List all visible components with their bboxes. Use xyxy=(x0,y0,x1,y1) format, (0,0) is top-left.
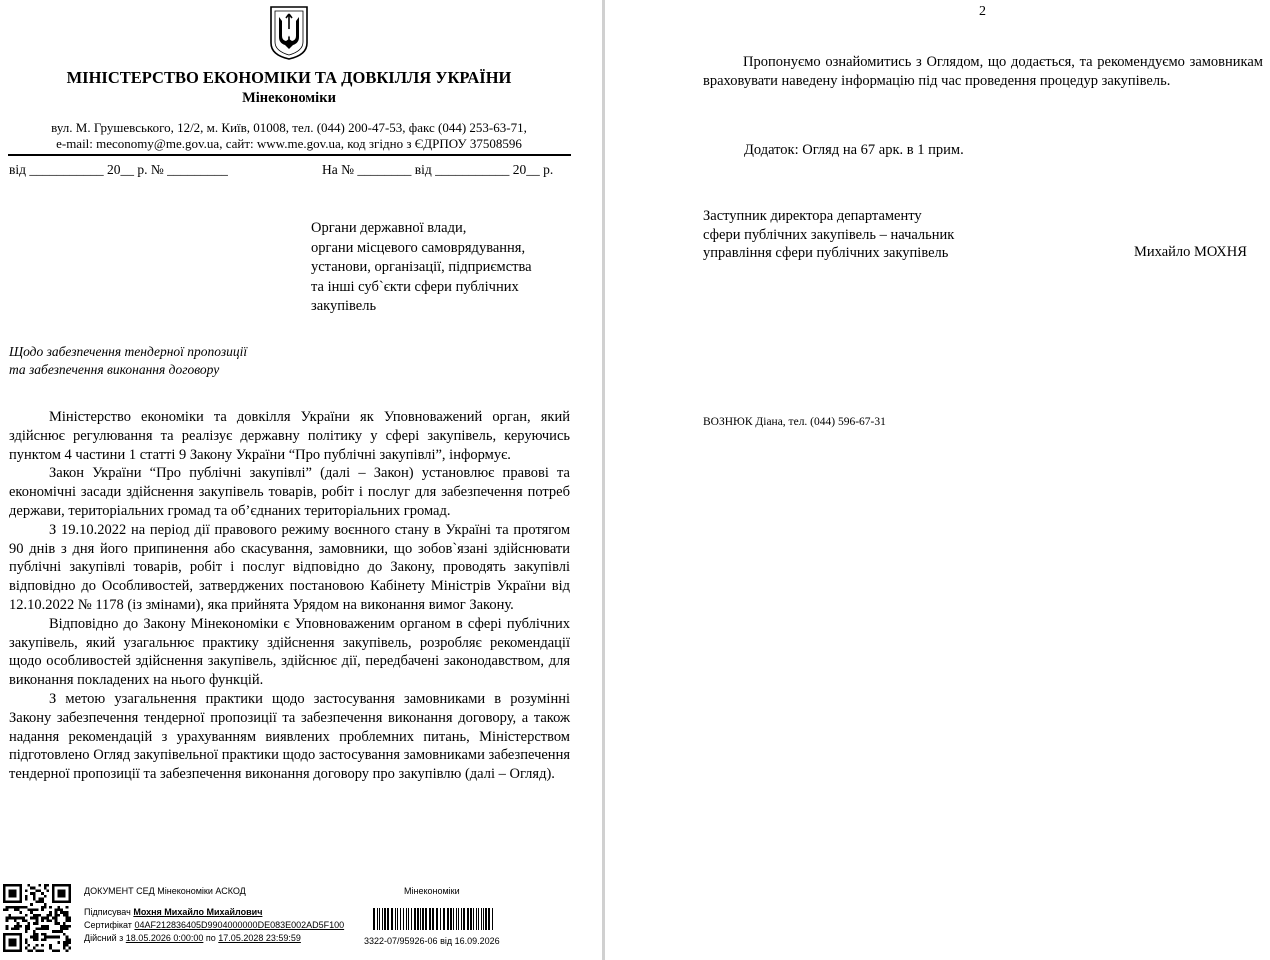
incoming-reference: На № ________ від ___________ 20__ р. xyxy=(322,162,554,177)
valid-from: 18.05.2026 0:00:00 xyxy=(125,933,204,943)
recipient-line: та інші суб`єкти сфери публічних xyxy=(311,278,519,295)
signature-title-line: сфери публічних закупівель – начальник xyxy=(703,226,955,243)
sed-organization: Мінекономіки xyxy=(404,886,460,896)
signatory-name: Михайло МОХНЯ xyxy=(1134,244,1247,260)
letterhead-divider xyxy=(8,154,571,156)
certificate-label: Сертифікат xyxy=(84,920,132,930)
recipient-line: закупівель xyxy=(311,298,377,314)
qr-code-icon xyxy=(3,884,71,952)
recipients-block xyxy=(311,219,573,317)
address-line-2: e-mail: meconomy@me.gov.ua, сайт: www.me.gov.ua, код згідно з ЄДРПОУ 37508596 xyxy=(56,136,522,151)
letter-body xyxy=(9,408,570,784)
body-paragraph: Закон України “Про публічні закупівлі” (далі – Закон) установлює правові та економічні засади здійснення закупівель товарів, робіт і послуг для забезпечення потреб держави, територіальних громад та об’єднаних територіальних громад. xyxy=(9,465,570,519)
valid-to: 17.05.2028 23:59:59 xyxy=(218,933,301,943)
ministry-name: МІНІСТЕРСТВО ЕКОНОМІКИ ТА ДОВКІЛЛЯ УКРАЇНИ xyxy=(66,68,512,87)
body-paragraph: Міністерство економіки та довкілля України як Уповноважений орган, який здійснює регулювання та реалізує державну політику у сфері закупівель, керуючись пунктом 4 частини 1 статті 9 Закону України “Про публічні закупівлі”, інформує. xyxy=(9,409,570,463)
executor-contact: ВОЗНЮК Діана, тел. (044) 596-67-31 xyxy=(703,416,886,428)
attachment-note: Додаток: Огляд на 67 арк. в 1 прим. xyxy=(744,142,964,158)
signer-row xyxy=(84,907,262,917)
proposal-text: Пропонуємо ознайомитись з Оглядом, що додається, та рекомендуємо замовникам враховувати наведену інформацію під час проведення процедур закупівель. xyxy=(703,54,1263,89)
sed-document-label: ДОКУМЕНТ СЕД Мінекономіки АСКОД xyxy=(84,886,246,896)
recipient-line: органи місцевого самоврядування, xyxy=(311,239,526,256)
certificate-number: 04AF212836405D9904000000DE083E002AD5F100 xyxy=(134,920,345,930)
page-number: 2 xyxy=(979,4,986,19)
certificate-row xyxy=(84,920,344,930)
recipient-line: установи, організації, підприємства xyxy=(311,259,532,275)
signature-title-line: управління сфери публічних закупівель xyxy=(703,245,949,261)
valid-to-label: по xyxy=(205,933,216,943)
address-line-1: вул. М. Грушевського, 12/2, м. Київ, 01008, тел. (044) 200-47-53, факс (044) 253-63-71, xyxy=(51,120,527,135)
document-reg-number: 3322-07/95926-06 від 16.09.2026 xyxy=(364,936,500,946)
proposal-paragraph xyxy=(703,53,1263,91)
signer-name: Мохня Михайло Михайлович xyxy=(133,907,263,917)
ministry-short-name: Мінекономіки xyxy=(242,90,336,106)
signature-title-block xyxy=(703,207,954,263)
body-paragraph: З метою узагальнення практики щодо застосування замовниками в розумінні Закону забезпечення тендерної пропозиції та забезпечення виконання договору, а також надання рекомендацій з урахуванням виявлених проблемних питань, Міністерством підготовлено Огляд закупівельної практики щодо застосування замовниками забезпечення тендерної пропозиції та забезпечення виконання договору про закупівлю (далі – Огляд). xyxy=(9,690,570,783)
signer-label: Підписувач xyxy=(84,907,131,917)
body-paragraph: Відповідно до Закону Мінекономіки є Уповноваженим органом в сфері публічних закупівель, який узагальнює практику здійснення закупівель, розробляє рекомендації щодо особливостей здійснення закупівель, здійснює дії, передбачені законодавством, для виконання покладених на нього функцій. xyxy=(9,615,570,689)
subject-line: та забезпечення виконання договору xyxy=(9,362,220,377)
validity-row xyxy=(84,933,301,943)
subject-line: Щодо забезпечення тендерної пропозиції xyxy=(9,344,248,359)
document-page-2 xyxy=(605,0,1270,960)
letter-subject xyxy=(9,343,247,379)
trident-emblem-icon xyxy=(268,5,310,61)
body-paragraph: З 19.10.2022 на період дії правового режиму воєнного стану в Україні та протягом 90 днів з дня його припинення або скасування, замовники, що зобов`язані здійснювати публічні закупівлі товарів, робіт і послуг відповідно до Закону, проводять закупівлі відповідно до Особливостей, затверджених постановою Кабінету Міністрів України від 12.10.2022 № 1178 (із змінами), яка прийнята Урядом на виконання вимог Закону. xyxy=(9,521,570,613)
signature-title-line: Заступник директора департаменту xyxy=(703,208,922,224)
outgoing-registration: від ___________ 20__ р. № _________ xyxy=(9,162,228,177)
document-page-1 xyxy=(0,0,602,960)
recipient-line: Органи державної влади, xyxy=(311,220,467,236)
barcode-icon xyxy=(373,908,496,930)
valid-from-label: Дійсний з xyxy=(84,933,124,943)
